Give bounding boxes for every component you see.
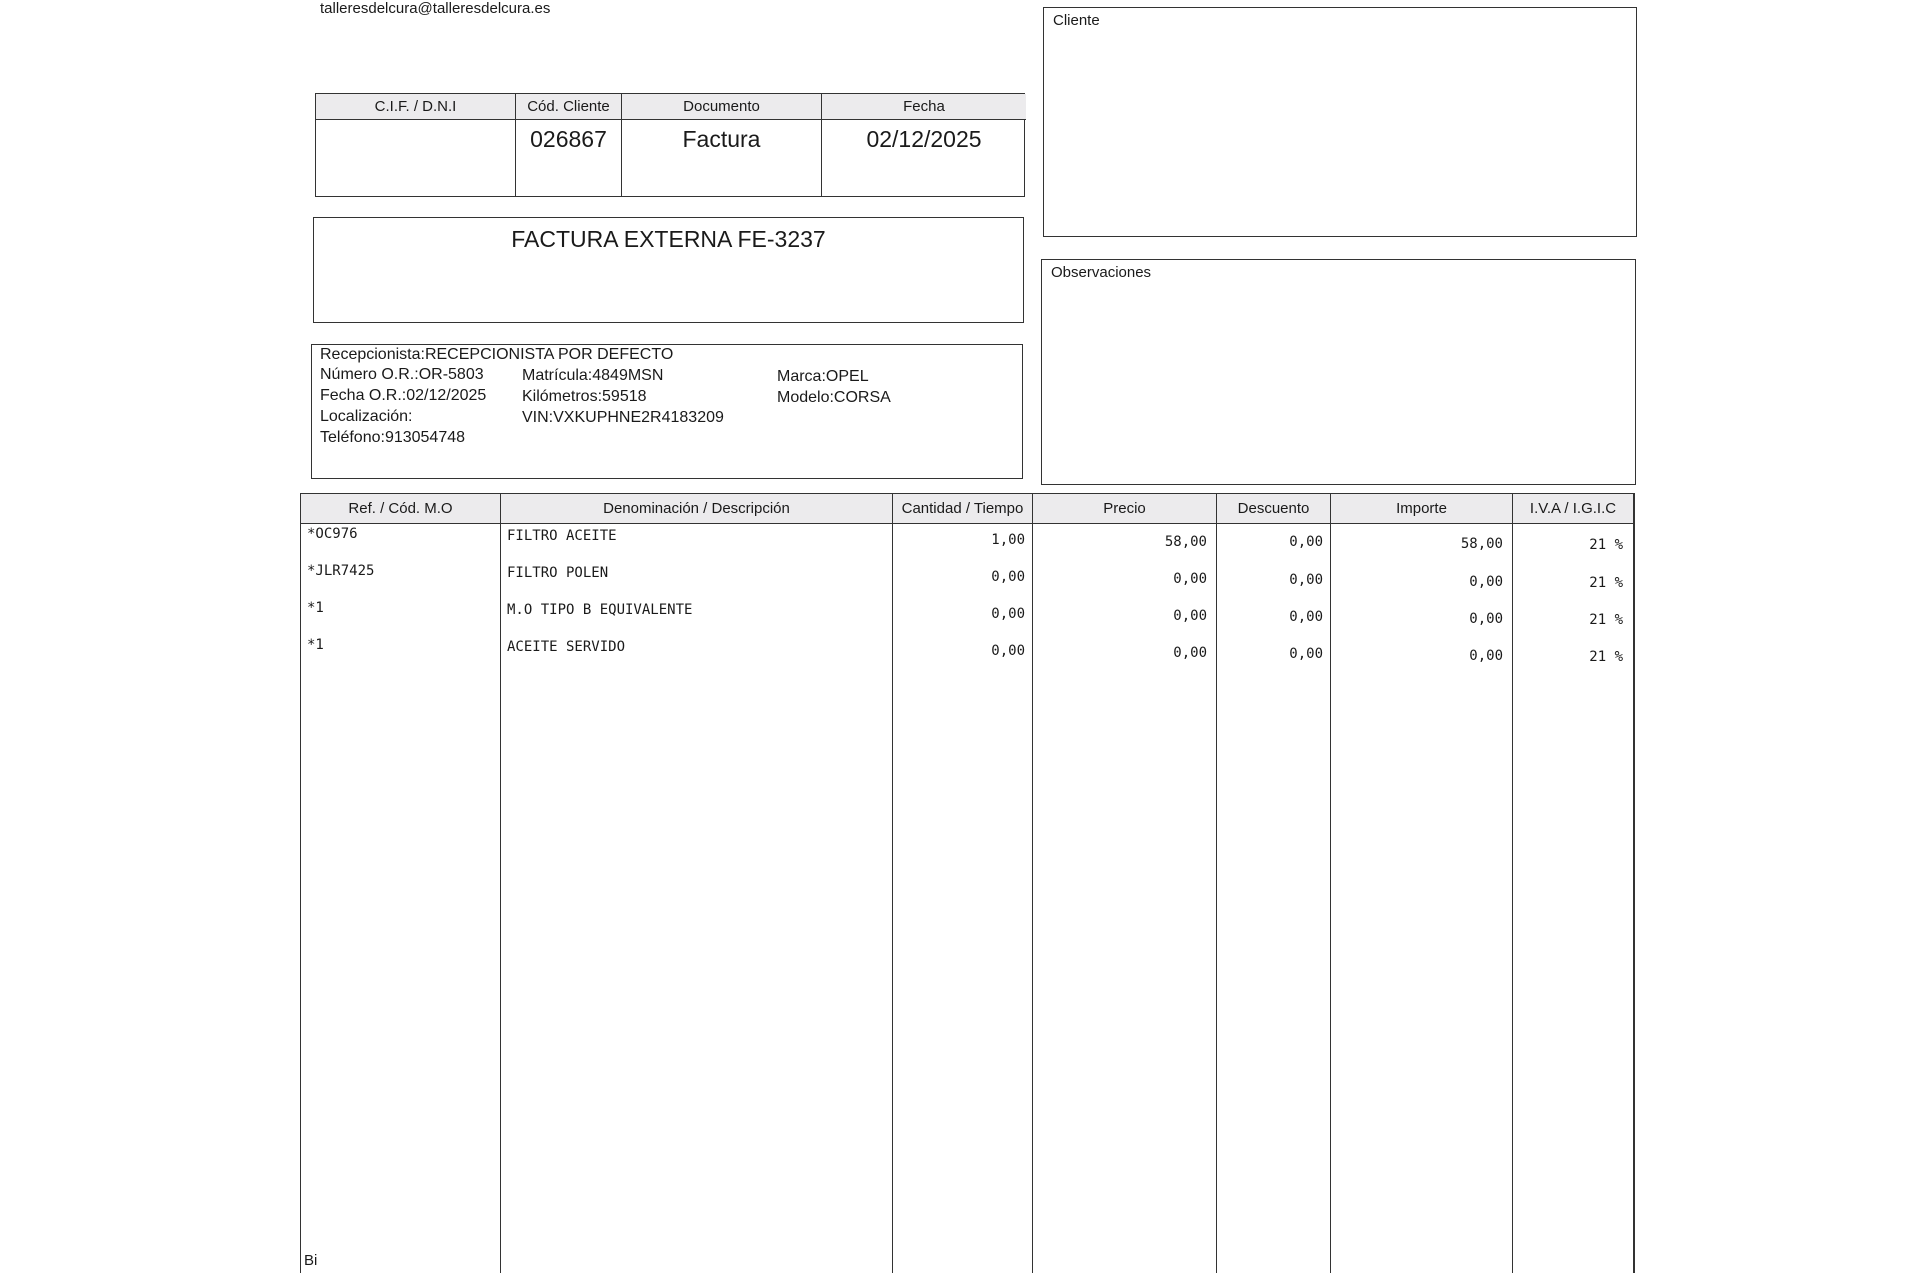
document-header-table [315, 93, 1025, 197]
header-col-cif [316, 94, 516, 196]
header-value-document: Factura [682, 126, 761, 152]
row-vat: 21 % [1589, 575, 1623, 591]
header-label-cif: C.I.F. / D.N.I [316, 94, 515, 120]
row-quantity: 0,00 [991, 606, 1025, 622]
row-ref: *1 [307, 637, 324, 653]
row-quantity: 0,00 [991, 569, 1025, 585]
header-label-date: Fecha [822, 94, 1026, 120]
row-quantity: 0,00 [991, 643, 1025, 659]
col-header-vat: I.V.A / I.G.I.C [1513, 494, 1633, 524]
invoice-title: FACTURA EXTERNA FE-3237 [511, 226, 826, 252]
row-discount: 0,00 [1289, 609, 1323, 625]
client-label: Cliente [1053, 12, 1100, 29]
row-description: ACEITE SERVIDO [507, 639, 626, 655]
header-label-client-code: Cód. Cliente [516, 94, 621, 120]
header-label-document: Documento [622, 94, 821, 120]
col-header-description: Denominación / Descripción [501, 494, 892, 524]
row-vat: 21 % [1589, 537, 1623, 553]
invoice-title-box [313, 217, 1024, 323]
row-ref: *1 [307, 600, 324, 616]
company-email: talleresdelcura@talleresdelcura.es [320, 0, 551, 17]
row-vat: 21 % [1589, 649, 1623, 665]
header-value-cif [316, 120, 515, 126]
header-col-client-code [516, 94, 622, 196]
order-info-box [311, 344, 1023, 479]
row-ref: *OC976 [307, 526, 358, 542]
row-price: 58,00 [1164, 534, 1207, 550]
col-header-price: Precio [1033, 494, 1216, 524]
col-ref [301, 494, 501, 1273]
row-ref: *JLR7425 [307, 563, 375, 579]
row-discount: 0,00 [1289, 646, 1323, 662]
row-vat: 21 % [1589, 612, 1623, 628]
row-discount: 0,00 [1289, 572, 1323, 588]
header-value-date: 02/12/2025 [866, 126, 982, 152]
row-discount: 0,00 [1289, 534, 1323, 550]
col-header-discount: Descuento [1217, 494, 1330, 524]
row-description: FILTRO ACEITE [507, 528, 617, 544]
row-price: 0,00 [1173, 608, 1207, 624]
brand: Marca:OPEL [777, 368, 869, 385]
location: Localización: [320, 408, 413, 425]
header-col-date [822, 94, 1026, 196]
plate: Matrícula:4849MSN [522, 367, 664, 384]
items-table [300, 493, 1635, 1273]
observations-box [1041, 259, 1636, 485]
row-description: FILTRO POLEN [507, 565, 609, 581]
header-value-client-code: 026867 [530, 126, 607, 152]
model: Modelo:CORSA [777, 389, 891, 406]
footer-partial-text: Bi [304, 1252, 318, 1269]
row-amount: 0,00 [1469, 611, 1503, 627]
col-vat [1513, 494, 1634, 1273]
col-header-amount: Importe [1331, 494, 1512, 524]
row-quantity: 1,00 [991, 532, 1025, 548]
vin: VIN:VXKUPHNE2R4183209 [522, 409, 724, 426]
client-box [1043, 7, 1637, 237]
row-price: 0,00 [1173, 645, 1207, 661]
mileage: Kilómetros:59518 [522, 388, 647, 405]
col-header-quantity: Cantidad / Tiempo [893, 494, 1032, 524]
row-price: 0,00 [1173, 571, 1207, 587]
order-number: Número O.R.:OR-5803 [320, 366, 484, 383]
order-date: Fecha O.R.:02/12/2025 [320, 387, 487, 404]
row-amount: 0,00 [1469, 574, 1503, 590]
header-col-document [622, 94, 822, 196]
phone: Teléfono:913054748 [320, 429, 466, 446]
observations-label: Observaciones [1051, 264, 1152, 281]
row-description: M.O TIPO B EQUIVALENTE [507, 602, 693, 618]
col-header-ref: Ref. / Cód. M.O [301, 494, 500, 524]
receptionist: Recepcionista:RECEPCIONISTA POR DEFECTO [320, 346, 674, 363]
row-amount: 0,00 [1469, 648, 1503, 664]
row-amount: 58,00 [1460, 536, 1503, 552]
